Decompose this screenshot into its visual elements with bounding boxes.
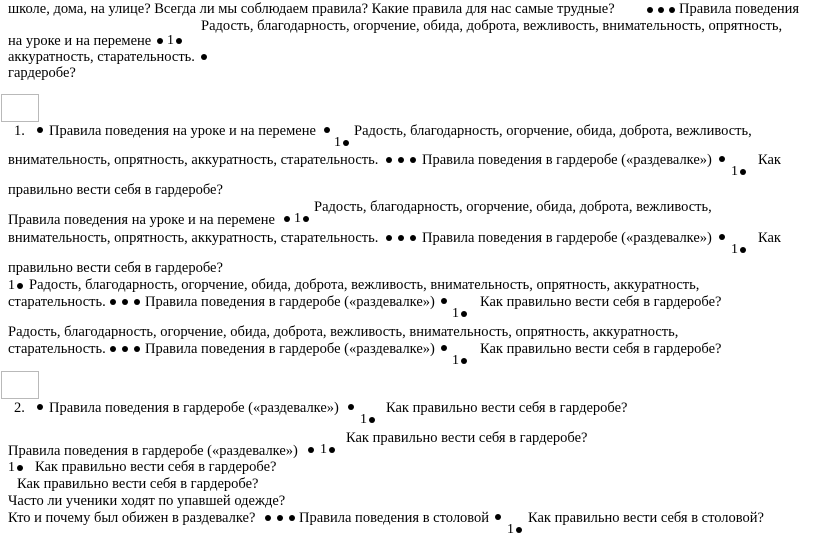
number-one: 1 <box>360 412 367 427</box>
text-line: Как правильно вести себя в гардеробе? <box>386 400 628 416</box>
text-line: Как правильно вести себя в гардеробе? <box>17 476 259 492</box>
number-one: 1 <box>731 242 738 257</box>
bullet-icon <box>398 235 404 241</box>
bullet-icon <box>110 346 116 352</box>
text-line: Как правильно вести себя в гардеробе? <box>480 294 722 310</box>
text-line: Правила поведения на уроке и на перемене <box>8 212 275 228</box>
bullet-icon <box>176 38 182 44</box>
text-line: школе, дома, на улице? Всегда ли мы соблюдаем правила? Какие правила для нас самые трудные? <box>8 1 615 17</box>
text-line: Часто ли ученики ходят по упавшей одежде? <box>8 493 286 509</box>
number-one: 1 <box>8 460 15 475</box>
bullet-icon <box>37 404 43 410</box>
bullet-icon <box>516 527 522 533</box>
bullet-icon <box>386 157 392 163</box>
bullet-icon <box>386 235 392 241</box>
list-number: 2. <box>14 400 25 416</box>
number-one: 1 <box>507 522 514 537</box>
bullet-icon <box>410 235 416 241</box>
bullet-icon <box>134 346 140 352</box>
bullet-icon <box>134 299 140 305</box>
list-number: 1. <box>14 123 25 139</box>
text-line: Радость, благодарность, огорчение, обида, доброта, вежливость, внимательность, опрятность, <box>201 18 783 34</box>
text-line: Радость, благодарность, огорчение, обида, доброта, вежливость, внимательность, опрятность, аккуратность, <box>8 324 679 340</box>
bullet-icon <box>647 7 653 13</box>
empty-box <box>1 371 39 399</box>
bullet-icon <box>157 38 163 44</box>
text-line: аккуратность, старательность. <box>8 49 195 65</box>
bullet-icon <box>669 7 675 13</box>
text-line: Радость, благодарность, огорчение, обида, доброта, вежливость, <box>354 123 752 139</box>
bullet-icon <box>348 404 354 410</box>
text-line: Правила поведения на уроке и на перемене <box>49 123 316 139</box>
number-one: 1 <box>452 306 459 321</box>
text-line: Правила поведения в гардеробе («раздевалке») <box>49 400 339 416</box>
bullet-icon <box>495 514 501 520</box>
text-line: Правила поведения в гардеробе («раздевалке») <box>145 294 435 310</box>
text-line: Кто и почему был обижен в раздевалке? <box>8 510 256 526</box>
bullet-icon <box>265 515 271 521</box>
text-line: Как <box>758 230 781 246</box>
bullet-icon <box>110 299 116 305</box>
text-line: старательность. <box>8 294 106 310</box>
bullet-icon <box>17 465 23 471</box>
bullet-icon <box>122 346 128 352</box>
text-line: правильно вести себя в гардеробе? <box>8 182 223 198</box>
text-line: Правила поведения в гардеробе («раздевалке») <box>422 230 712 246</box>
text-line: Как правильно вести себя в гардеробе? <box>480 341 722 357</box>
bullet-icon <box>441 298 447 304</box>
bullet-icon <box>461 358 467 364</box>
text-line: Правила поведения в гардеробе («раздевалке») <box>145 341 435 357</box>
number-one: 1 <box>320 442 327 457</box>
bullet-icon <box>284 216 290 222</box>
text-line: Правила поведения в гардеробе («раздевалке») <box>422 152 712 168</box>
text-line: Как <box>758 152 781 168</box>
number-one: 1 <box>731 164 738 179</box>
bullet-icon <box>369 417 375 423</box>
text-line: Как правильно вести себя в столовой? <box>528 510 764 526</box>
bullet-icon <box>398 157 404 163</box>
bullet-icon <box>122 299 128 305</box>
bullet-icon <box>740 169 746 175</box>
bullet-icon <box>441 345 447 351</box>
bullet-icon <box>410 157 416 163</box>
text-line: Радость, благодарность, огорчение, обида, доброта, вежливость, внимательность, опрятность, аккуратность, <box>29 277 700 293</box>
text-line: Как правильно вести себя в гардеробе? <box>346 430 588 446</box>
number-one: 1 <box>334 135 341 150</box>
bullet-icon <box>37 127 43 133</box>
text-line: Правила поведения в столовой <box>299 510 490 526</box>
bullet-icon <box>719 234 725 240</box>
text-line: Правила поведения в гардеробе («раздевалке») <box>8 443 298 459</box>
text-line: старательность. <box>8 341 106 357</box>
text-line: правильно вести себя в гардеробе? <box>8 260 223 276</box>
bullet-icon <box>461 311 467 317</box>
bullet-icon <box>303 216 309 222</box>
number-one: 1 <box>294 211 301 226</box>
text-line: Правила поведения <box>679 1 800 17</box>
bullet-icon <box>329 447 335 453</box>
bullet-icon <box>740 247 746 253</box>
text-line: Как правильно вести себя в гардеробе? <box>35 459 277 475</box>
number-one: 1 <box>452 353 459 368</box>
bullet-icon <box>343 140 349 146</box>
bullet-icon <box>201 54 207 60</box>
bullet-icon <box>658 7 664 13</box>
bullet-icon <box>719 156 725 162</box>
text-line: Радость, благодарность, огорчение, обида, доброта, вежливость, <box>314 199 712 215</box>
bullet-icon <box>308 447 314 453</box>
text-line: внимательность, опрятность, аккуратность, старательность. <box>8 152 379 168</box>
bullet-icon <box>277 515 283 521</box>
bullet-icon <box>17 283 23 289</box>
text-line: внимательность, опрятность, аккуратность, старательность. <box>8 230 379 246</box>
bullet-icon <box>324 127 330 133</box>
number-one: 1 <box>8 278 15 293</box>
text-line: на уроке и на перемене <box>8 33 152 49</box>
number-one: 1 <box>167 33 174 48</box>
empty-box <box>1 94 39 122</box>
text-line: гардеробе? <box>8 65 76 81</box>
bullet-icon <box>289 515 295 521</box>
